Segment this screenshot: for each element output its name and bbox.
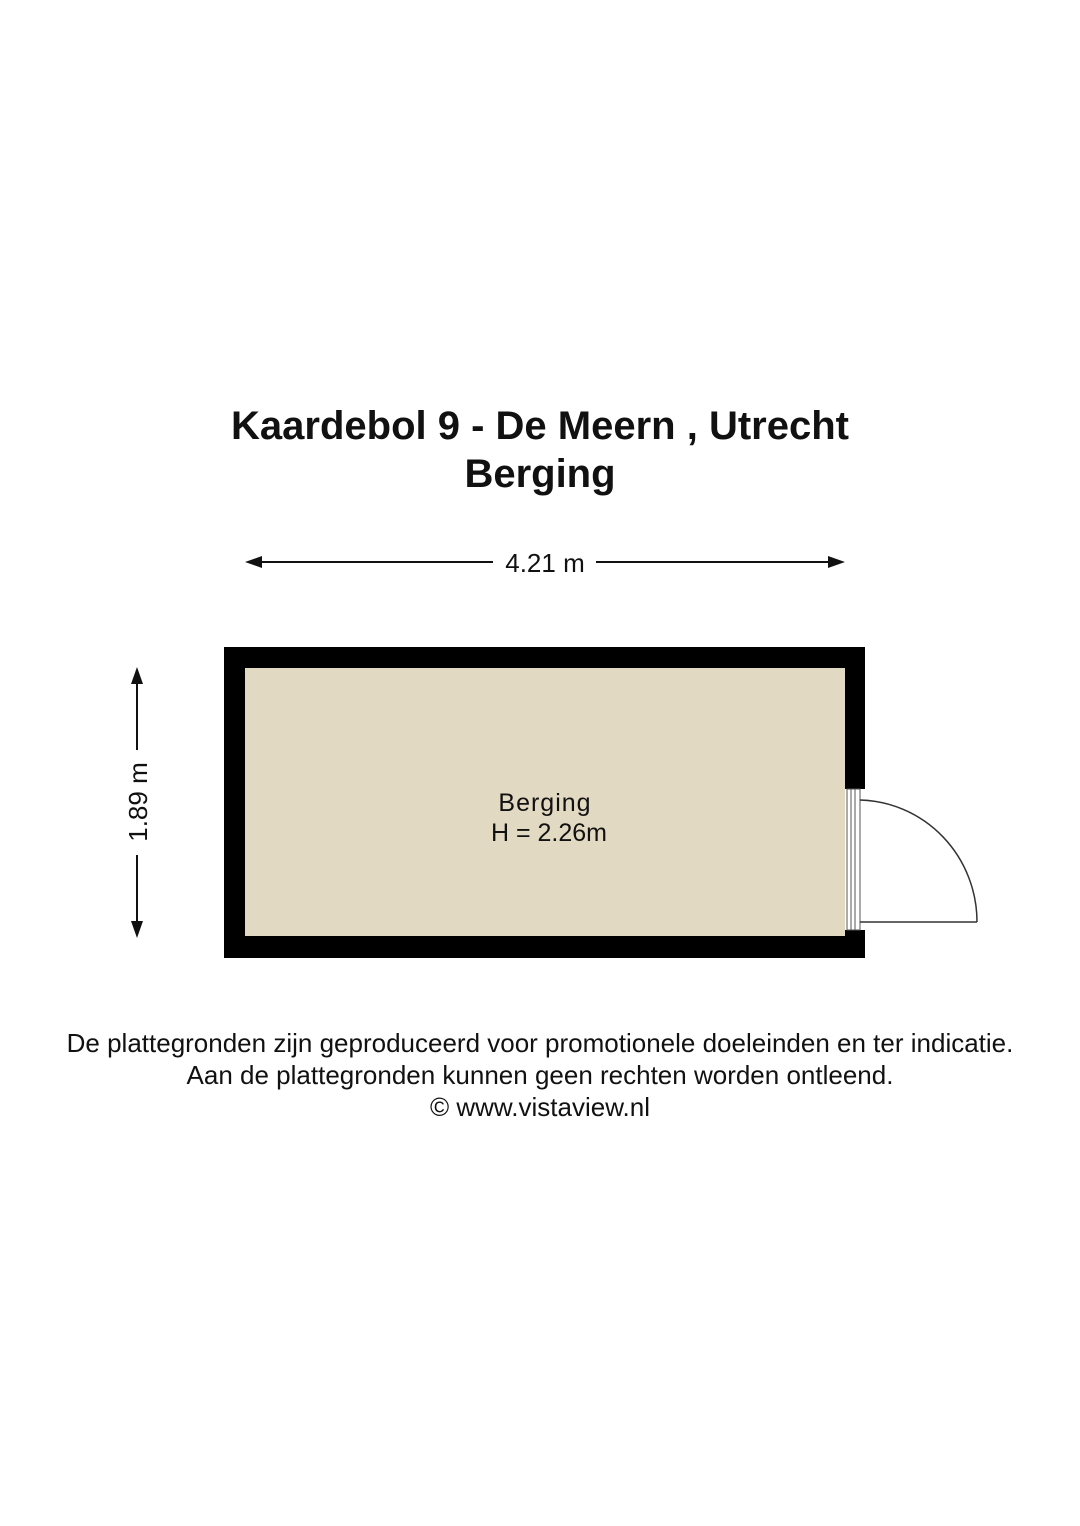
wall-top <box>224 647 865 668</box>
width-dimension <box>245 548 845 578</box>
width-dimension-label: 4.21 m <box>505 548 585 578</box>
copyright-notice: © www.vistaview.nl <box>430 1092 650 1122</box>
disclaimer-line-2: Aan de plattegronden kunnen geen rechten worden ontleend. <box>186 1060 894 1090</box>
page-title: Kaardebol 9 - De Meern , Utrecht <box>231 404 849 448</box>
floor-title: Berging <box>464 452 616 496</box>
door <box>847 789 977 930</box>
arrow-down-icon <box>131 921 143 938</box>
room-name: Berging <box>498 789 592 817</box>
door-frame-inner <box>851 789 855 930</box>
door-frame <box>847 789 851 930</box>
depth-dimension-label: 1.89 m <box>123 762 153 842</box>
room-height: H = 2.26m <box>490 819 608 847</box>
wall-right-lower <box>845 930 865 958</box>
disclaimer-line-1: De plattegronden zijn geproduceerd voor promotionele doeleinden en ter indicatie. <box>66 1028 1014 1058</box>
door-swing-arc <box>860 800 977 922</box>
arrow-up-icon <box>131 667 143 684</box>
wall-bottom <box>224 936 865 958</box>
arrow-right-icon <box>828 556 845 568</box>
depth-dimension <box>123 667 153 938</box>
wall-right-upper <box>845 647 865 789</box>
wall-left <box>224 647 245 958</box>
arrow-left-icon <box>245 556 262 568</box>
door-frame-outer <box>855 789 860 930</box>
